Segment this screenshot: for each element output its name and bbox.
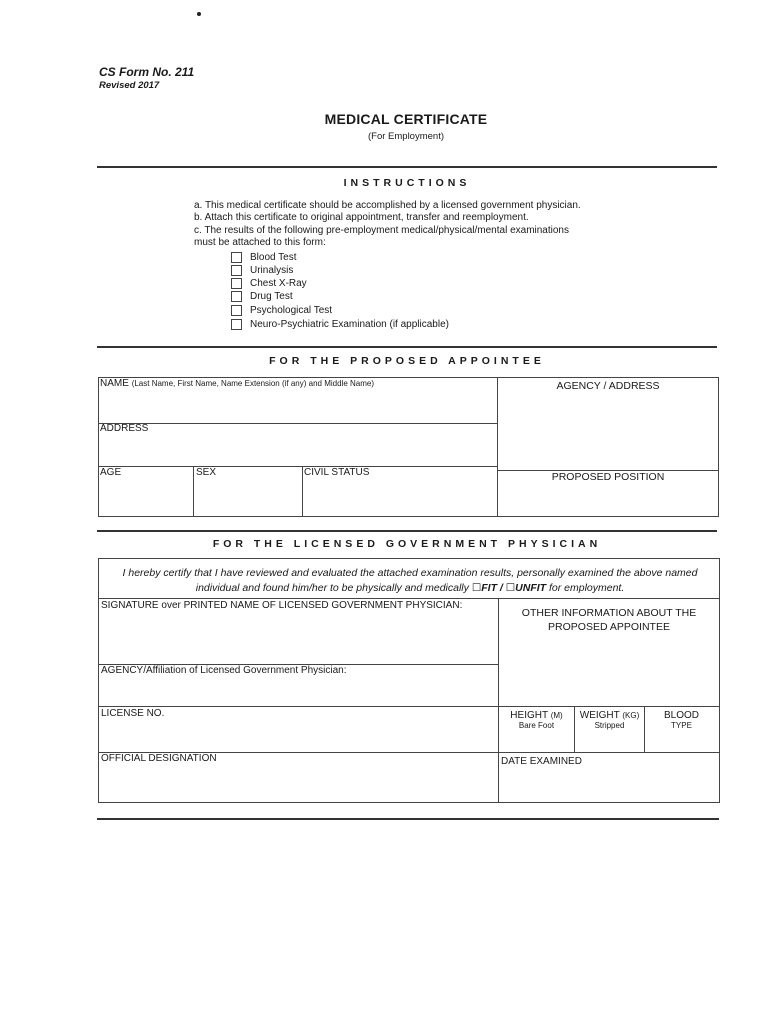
- date-examined-label: DATE EXAMINED: [501, 756, 582, 767]
- certification-end: for employment.: [548, 582, 625, 594]
- physician-signature-field[interactable]: [101, 600, 495, 662]
- height-field[interactable]: [499, 710, 574, 750]
- proposed-position-field[interactable]: [498, 471, 718, 514]
- address-label: ADDRESS: [100, 423, 149, 434]
- weight-field[interactable]: [575, 710, 644, 750]
- date-examined-field[interactable]: [501, 756, 716, 799]
- designation-label: OFFICIAL DESIGNATION: [101, 753, 217, 764]
- official-designation-field[interactable]: [101, 753, 495, 799]
- blood-type-label: TYPE: [671, 721, 692, 730]
- instruction-b: b. Attach this certificate to original appointment, transfer and reemployment.: [194, 212, 529, 223]
- checkbox-icon[interactable]: [231, 252, 242, 263]
- divider-rule: [97, 530, 717, 532]
- checkbox-icon[interactable]: [231, 305, 242, 316]
- name-hint: (Last Name, First Name, Name Extension (if any) and Middle Name): [131, 379, 374, 388]
- instruction-a: a. This medical certificate should be accomplished by a licensed government physician.: [194, 200, 581, 211]
- agency-address-field[interactable]: [499, 396, 716, 468]
- checklist-label: Psychological Test: [250, 305, 333, 316]
- blood-type-field[interactable]: [645, 710, 718, 750]
- weight-label: WEIGHT: [579, 710, 620, 721]
- instructions-heading: INSTRUCTIONS: [343, 177, 471, 189]
- divider-rule: [97, 166, 717, 168]
- checklist-label: Neuro-Psychiatric Examination (if applicable): [250, 319, 449, 330]
- checklist-label: Chest X-Ray: [250, 278, 307, 289]
- weight-heading: [575, 710, 644, 721]
- fit-unfit-options[interactable]: ☐FIT / ☐UNFIT: [471, 582, 547, 594]
- checklist-item: [231, 264, 293, 277]
- divider-rule: [97, 346, 717, 348]
- appointee-heading: FOR THE PROPOSED APPOINTEE: [269, 355, 545, 367]
- checklist-label: Urinalysis: [250, 265, 294, 276]
- checklist-label: Drug Test: [250, 291, 293, 302]
- certification-text: I hereby certify that I have reviewed and evaluated the attached examination results, personally examined the above named individual and found him/her to be physically and medically: [122, 567, 698, 594]
- document-subtitle: (For Employment): [367, 131, 444, 142]
- checklist-item: [231, 251, 297, 264]
- checklist-item: [231, 290, 293, 303]
- civil-status-label: CIVIL STATUS: [304, 467, 370, 478]
- instruction-c-continued: must be attached to this form:: [194, 237, 326, 248]
- name-label: NAME: [100, 378, 129, 389]
- checkbox-icon[interactable]: [231, 291, 242, 302]
- address-field[interactable]: [100, 423, 495, 465]
- form-number: CS Form No. 211: [99, 65, 195, 79]
- age-field[interactable]: [100, 467, 191, 514]
- table-divider: [498, 598, 499, 802]
- instruction-c: c. The results of the following pre-employment medical/physical/mental examinations: [194, 225, 569, 236]
- civil-status-field[interactable]: [304, 467, 495, 514]
- license-label: LICENSE NO.: [101, 708, 165, 719]
- blood-label: BLOOD: [663, 710, 699, 721]
- sex-label: SEX: [196, 467, 217, 478]
- scan-speck: [197, 12, 201, 16]
- age-label: AGE: [100, 467, 122, 478]
- checklist-item: [231, 277, 307, 290]
- table-divider: [98, 706, 719, 707]
- weight-note: Stripped: [594, 721, 625, 730]
- checkbox-icon[interactable]: [231, 265, 242, 276]
- other-info-label: OTHER INFORMATION ABOUT THE PROPOSED APPOINTEE: [521, 607, 697, 633]
- bottom-rule: [97, 818, 719, 820]
- agency-address-label: AGENCY / ADDRESS: [556, 380, 660, 392]
- height-note: Bare Foot: [518, 721, 555, 730]
- document-title: MEDICAL CERTIFICATE: [324, 111, 488, 127]
- height-label: HEIGHT: [510, 710, 548, 721]
- height-unit: (M): [550, 711, 563, 720]
- name-field[interactable]: [100, 378, 495, 422]
- table-divider: [302, 466, 303, 516]
- license-number-field[interactable]: [101, 708, 495, 750]
- weight-unit: (KG): [622, 711, 640, 720]
- physician-agency-label: AGENCY/Affiliation of Licensed Government Physician:: [101, 665, 347, 676]
- checkbox-icon[interactable]: [231, 278, 242, 289]
- sex-field[interactable]: [196, 467, 300, 514]
- checklist-item: [231, 318, 449, 331]
- checklist-item: [231, 304, 332, 317]
- signature-label: SIGNATURE over PRINTED NAME OF LICENSED GOVERNMENT PHYSICIAN:: [101, 600, 463, 611]
- checkbox-icon[interactable]: [231, 319, 242, 330]
- revision-label: Revised 2017: [99, 80, 160, 91]
- certification-statement: [102, 566, 718, 596]
- table-divider: [98, 598, 719, 599]
- proposed-position-label: PROPOSED POSITION: [551, 471, 665, 483]
- physician-heading: FOR THE LICENSED GOVERNMENT PHYSICIAN: [212, 538, 602, 550]
- height-heading: [499, 710, 574, 721]
- table-divider: [193, 466, 194, 516]
- physician-agency-field[interactable]: [101, 665, 495, 704]
- checklist-label: Blood Test: [250, 252, 297, 263]
